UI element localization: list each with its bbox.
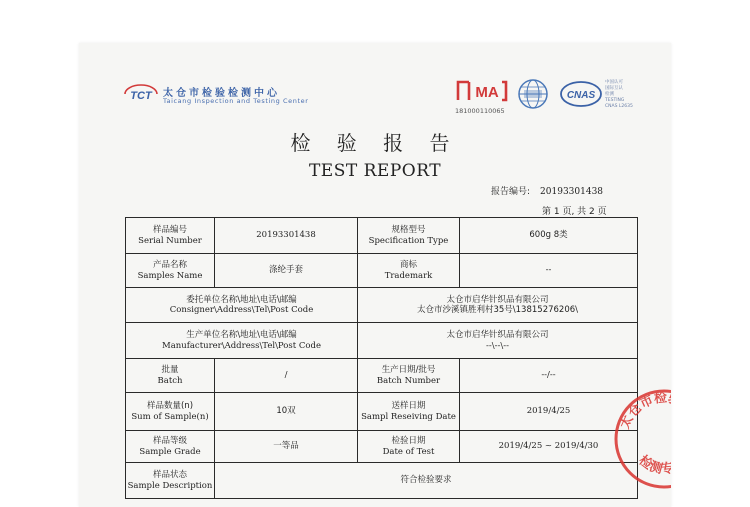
report-paper <box>79 43 683 507</box>
manufacturer-label: 生产单位名称\地址\电话\邮编 Manufacturer\Address\Tel\Post Code <box>126 323 358 359</box>
org-name-en: Taicang Inspection and Testing Center <box>163 97 309 105</box>
page-info: 第 1 页, 共 2 页 <box>542 207 607 217</box>
sum-value: 10双 <box>215 393 358 431</box>
tct-logo-text: TCT <box>130 90 152 102</box>
report-number-label: 报告编号: <box>491 187 531 197</box>
table-row <box>126 218 638 254</box>
desc-value: 符合检验要求 <box>215 463 638 499</box>
desc-label: 样品状态 Sample Description <box>126 463 215 499</box>
batch-label: 批量 Batch <box>126 359 215 393</box>
name-value: 涤纶手套 <box>215 254 358 288</box>
ilac-globe-icon <box>517 78 549 110</box>
serial-label: 样品编号 Serial Number <box>126 218 215 254</box>
manufacturer-value: 太仓市启华针织品有限公司 --\--\-- <box>358 323 638 359</box>
batch-number-value: --/-- <box>460 359 638 393</box>
grade-value: 一等品 <box>215 431 358 463</box>
table-row <box>126 254 638 288</box>
spec-label: 规格型号 Specification Type <box>358 218 460 254</box>
cnas-side-text: 中国认可 国际互认 检测 TESTING CNAS L2635 <box>605 80 633 109</box>
trademark-value: -- <box>460 254 638 288</box>
receiving-value: 2019/4/25 <box>460 393 638 431</box>
report-number <box>491 184 603 197</box>
serial-value: 20193301438 <box>215 218 358 254</box>
stamp-text-top: 太仓市检验 <box>617 390 683 432</box>
title-en: TEST REPORT <box>308 161 442 181</box>
grade-label: 样品等级 Sample Grade <box>126 431 215 463</box>
receiving-label: 送样日期 Sampl Reseiving Date <box>358 393 460 431</box>
sum-label: 样品数量(n) Sum of Sample(n) <box>126 393 215 431</box>
cma-logo-icon <box>455 78 509 104</box>
cnas-logo-text: CNAS <box>566 90 596 101</box>
cma-logo-text: MA <box>475 84 499 101</box>
report-table <box>125 217 638 499</box>
table-row <box>126 288 638 323</box>
test-date-label: 检验日期 Date of Test <box>358 431 460 463</box>
table-row <box>126 431 638 463</box>
stamp-text-bottom: 检测专 <box>635 453 675 478</box>
consignor-label: 委托单位名称\地址\电话\邮编 Consigner\Address\Tel\Post Code <box>126 288 358 323</box>
tct-logo-icon <box>123 83 159 105</box>
cnas-logo-icon <box>559 79 603 109</box>
batch-value: / <box>215 359 358 393</box>
title-cn: 检 验 报 告 <box>290 131 460 155</box>
report-number-value: 20193301438 <box>540 187 604 197</box>
trademark-label: 商标 Trademark <box>358 254 460 288</box>
spec-value: 600g 8类 <box>460 218 638 254</box>
cma-number: 181000110065 <box>455 107 505 115</box>
consignor-value: 太仓市启华针织品有限公司 太仓市沙溪镇胜利村35号\13815276206\ <box>358 288 638 323</box>
test-date-value: 2019/4/25 ~ 2019/4/30 <box>460 431 638 463</box>
table-row <box>126 323 638 359</box>
batch-number-label: 生产日期/批号 Batch Number <box>358 359 460 393</box>
name-label: 产品名称 Samples Name <box>126 254 215 288</box>
red-seal-stamp <box>609 381 683 491</box>
org-name-cn: 太仓市检验检测中心 <box>163 88 280 99</box>
table-row <box>126 463 638 499</box>
table-row <box>126 393 638 431</box>
table-row <box>126 359 638 393</box>
